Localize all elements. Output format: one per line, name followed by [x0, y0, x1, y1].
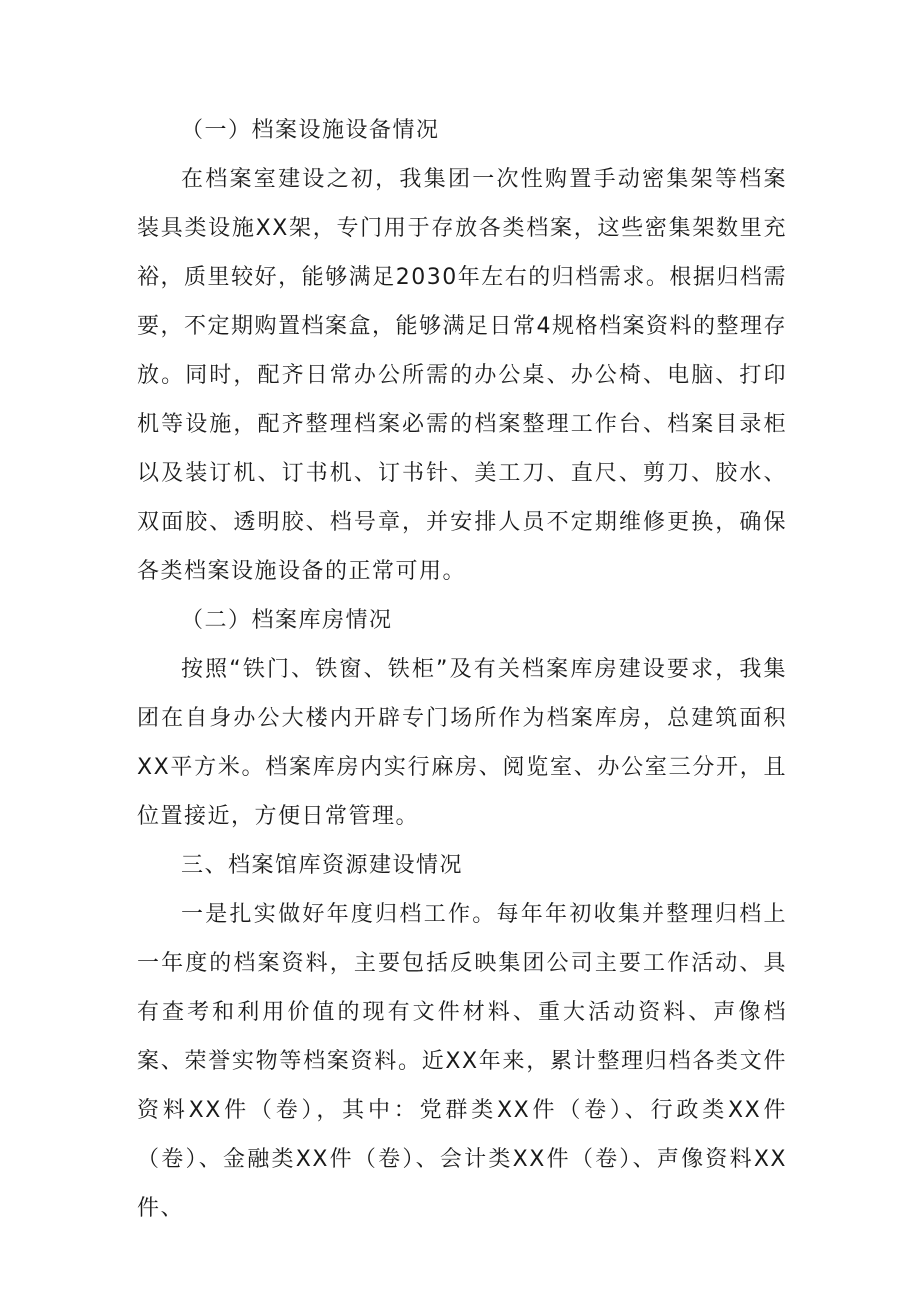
- document-body: [137, 106, 787, 1233]
- section-heading-facilities: （一）档案设施设备情况: [181, 118, 440, 143]
- paragraph-storage: 按照“铁门、铁窗、铁柜”及有关档案库房建设要求，我集团在自身办公大楼内开辟专门场所作为档案库房，总建筑面积XX平方米。档案库房内实行麻房、阅览室、办公室三分开，且位置接近，方便日常管理。: [137, 657, 787, 829]
- paragraph-resources: 一是扎实做好年度归档工作。每年年初收集并整理归档上一年度的档案资料，主要包括反映集团公司主要工作活动、具有查考和利用价值的现有文件材料、重大活动资料、声像档案、荣誉实物等档案资料。近XX年来，累计整理归档各类文件资料XX件（卷），其中：党群类XX件（卷）、行政类XX件（卷）、金融类XX件（卷）、会计类XX件（卷）、声像资料XX件、: [137, 902, 787, 1221]
- section-heading-storage: （二）档案库房情况: [181, 608, 393, 633]
- paragraph-facilities: 在档案室建设之初，我集团一次性购置手动密集架等档案装具类设施XX架，专门用于存放各类档案，这些密集架数里充裕，质里较好，能够满足2030年左右的归档需求。根据归档需要，不定期购置档案盒，能够满足日常4规格档案资料的整理存放。同时，配齐日常办公所需的办公桌、办公椅、电脑、打印机等设施，配齐整理档案必需的档案整理工作台、档案目录柜以及装订机、订书机、订书针、美工刀、直尺、剪刀、胶水、双面胶、透明胶、档号章，并安排人员不定期维修更换，确保各类档案设施设备的正常可用。: [137, 167, 787, 584]
- section-heading-resources: 三、档案馆库资源建设情况: [181, 853, 464, 878]
